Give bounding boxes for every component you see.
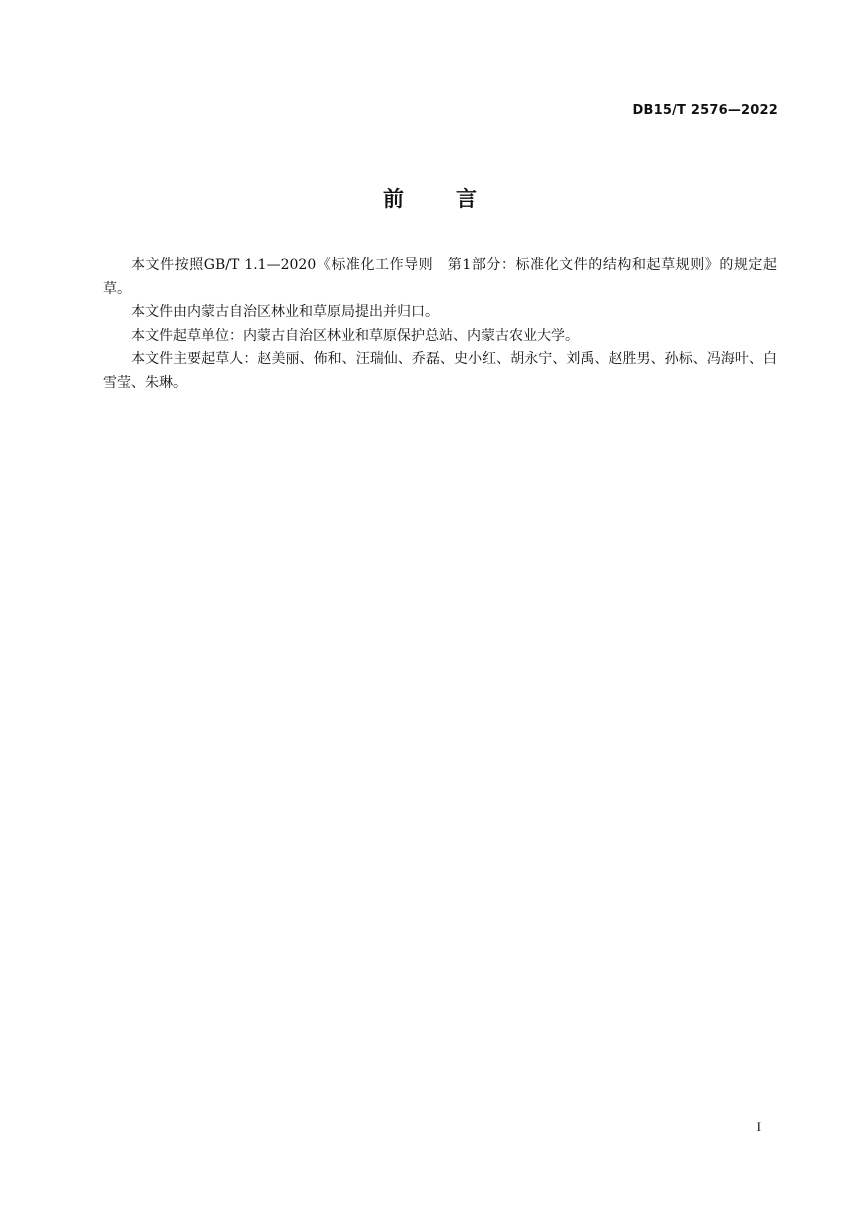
page-number: I	[756, 1119, 761, 1134]
paragraph-drafting-rules: 本文件按照GB/T 1.1—2020《标准化工作导则 第1部分：标准化文件的结构和起草规则》的规定起草。	[103, 257, 777, 297]
foreword-body	[103, 254, 777, 395]
document-code: DB15/T 2576—2022	[632, 103, 778, 118]
page-title: 前言	[383, 187, 529, 211]
paragraph-drafters: 本文件主要起草人：赵美丽、佈和、汪瑞仙、乔磊、史小红、胡永宁、刘禹、赵胜男、孙标、冯海叶、白雪莹、朱琳。	[103, 351, 777, 391]
paragraph-proposer: 本文件由内蒙古自治区林业和草原局提出并归口。	[131, 304, 439, 320]
paragraph-drafting-units: 本文件起草单位：内蒙古自治区林业和草原保护总站、内蒙古农业大学。	[131, 327, 579, 344]
